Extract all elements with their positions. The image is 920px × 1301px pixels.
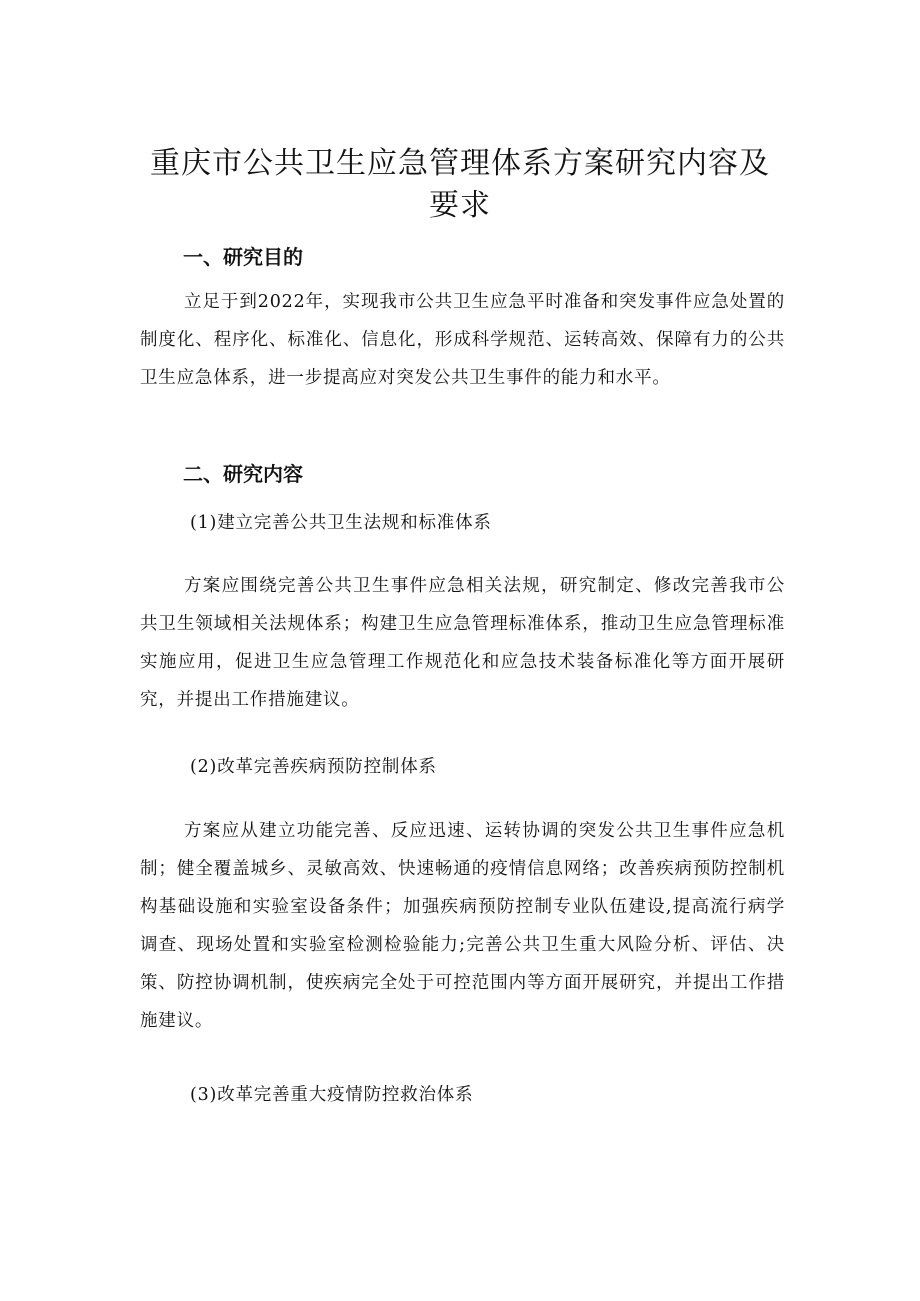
subsection-title-1: (1)建立完善公共卫生法规和标准体系 bbox=[190, 513, 492, 533]
title-line-2: 要求 bbox=[429, 188, 491, 223]
paragraph-subsection-1: 方案应围绕完善公共卫生事件应急相关法规，研究制定、修改完善我市公共卫生领域相关法规体系；构建卫生应急管理标准体系，推动卫生应急管理标准实施应用，促进卫生应急管理工作规范化和应急技术装备标准化等方面开展研究，并提出工作措施建议。 bbox=[140, 576, 785, 710]
paragraph-purpose: 立足于到2022年，实现我市公共卫生应急平时准备和突发事件应急处置的制度化、程序化、标准化、信息化，形成科学规范、运转高效、保障有力的公共卫生应急体系，进一步提高应对突发公共卫生事件的能力和水平。 bbox=[140, 292, 785, 388]
section-heading-purpose: 一、研究目的 bbox=[183, 245, 303, 269]
title-line-1: 重庆市公共卫生应急管理体系方案研究内容及 bbox=[150, 146, 770, 181]
subsection-title-2: (2)改革完善疾病预防控制体系 bbox=[190, 757, 437, 777]
document-title bbox=[130, 143, 790, 227]
subsection-title-3: (3)改革完善重大疫情防控救治体系 bbox=[190, 1085, 474, 1105]
section-heading-content: 二、研究内容 bbox=[183, 462, 303, 486]
paragraph-subsection-2: 方案应从建立功能完善、反应迅速、运转协调的突发公共卫生事件应急机制；健全覆盖城乡、灵敏高效、快速畅通的疫情信息网络；改善疾病预防控制机构基础设施和实验室设备条件；加强疾病预防控制专业队伍建设,提高流行病学调查、现场处置和实验室检测检验能力;完善公共卫生重大风险分析、评估、决策、防控协调机制，使疾病完全处于可控范围内等方面开展研究，并提出工作措施建议。 bbox=[140, 821, 785, 1031]
